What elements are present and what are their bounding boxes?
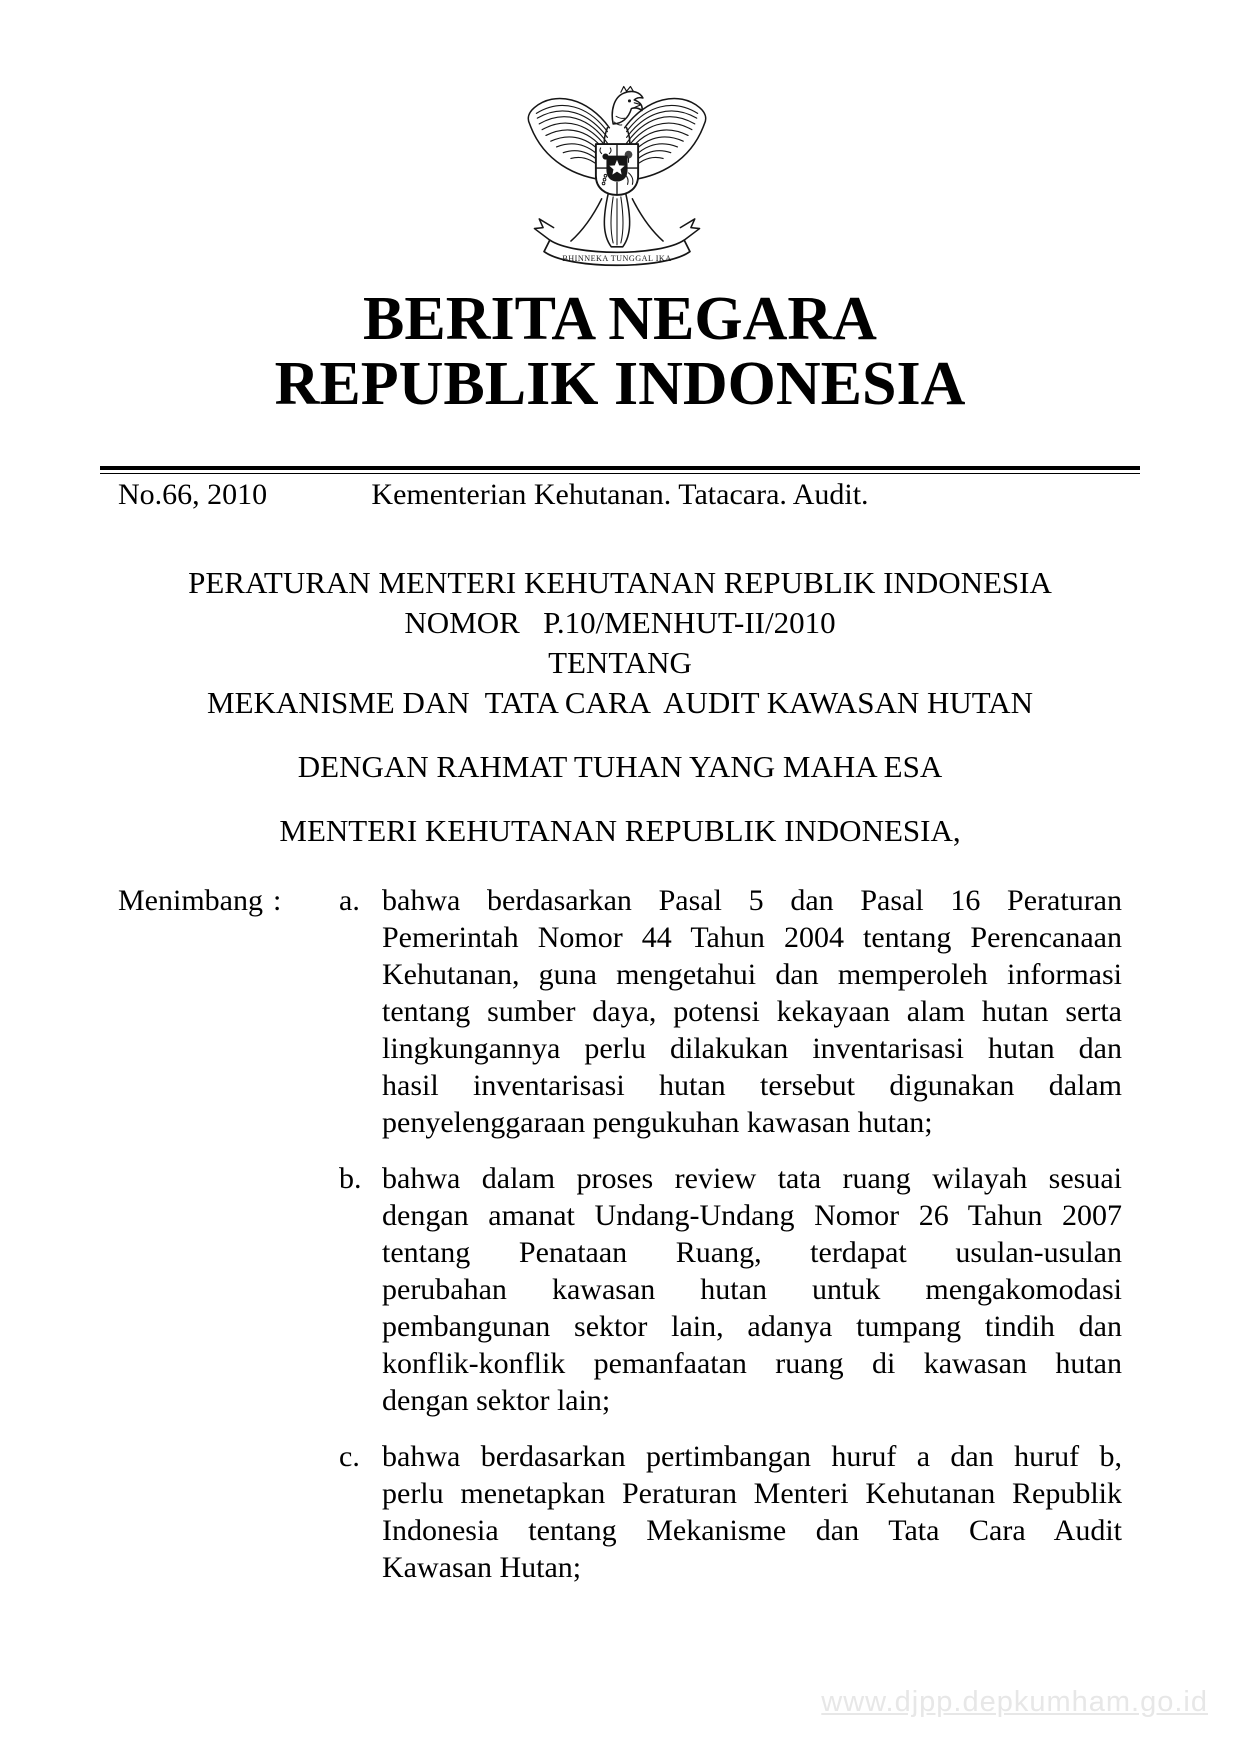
item-text: bahwa dalam proses review tata ruang wilayah sesuai dengan amanat Undang-Undang Nomor 26 Tahun 2007 tentang Penataan Ruang, terdapat usulan-usulan perubahan kawasan hutan untuk mengakomodasi pembangunan sektor lain, adanya tumpang tindih dan konflik-konflik pemanfaatan ruang di kawasan hutan dengan sektor lain; <box>382 1162 1122 1417</box>
eagle-tail-icon <box>604 193 629 247</box>
item-text: bahwa berdasarkan Pasal 5 dan Pasal 16 Peraturan Pemerintah Nomor 44 Tahun 2004 tentang Perencanaan Kehutanan, guna mengetahui dan memperoleh informasi tentang sumber daya, potensi kekayaan alam hutan serta lingkungannya perlu dilakukan inventarisasi hutan dan hasil inventarisasi hutan tersebut digunakan dalam penyelenggaraan pengukuhan kawasan hutan; <box>382 884 1122 1139</box>
masthead-title <box>0 287 1240 417</box>
regulation-tentang: TENTANG <box>548 645 692 680</box>
considerations-list <box>339 882 1122 1586</box>
watermark-url: www.djpp.depkumham.go.id <box>821 1686 1208 1718</box>
considerations-label: Menimbang <box>118 884 263 917</box>
regulation-subject-title: MEKANISME DAN TATA CARA AUDIT KAWASAN HUTAN <box>207 685 1033 720</box>
considerations-clause <box>118 882 1122 1586</box>
item-text: bahwa berdasarkan pertimbangan huruf a dan huruf b, perlu menetapkan Peraturan Menteri Kehutanan Republik Indonesia tentang Mekanisme dan Tata Cara Audit Kawasan Hutan; <box>382 1440 1122 1584</box>
masthead-title-line2: REPUBLIK INDONESIA <box>274 350 966 418</box>
regulation-number: NOMOR P.10/MENHUT-II/2010 <box>404 605 836 640</box>
consideration-item-b <box>339 1160 1122 1419</box>
considerations-colon: : <box>273 884 282 917</box>
emblem-motto-text: BHINNEKA TUNGGAL IKA <box>562 254 672 264</box>
issue-number: No.66, 2010 <box>118 478 268 511</box>
pancasila-shield-icon <box>596 144 638 195</box>
consideration-item-a <box>339 882 1122 1141</box>
masthead-title-line1: BERITA NEGARA <box>363 285 877 353</box>
invocation-line: DENGAN RAHMAT TUHAN YANG MAHA ESA <box>297 749 943 784</box>
authority-line: MENTERI KEHUTANAN REPUBLIK INDONESIA, <box>279 813 961 848</box>
consideration-item-c <box>339 1438 1122 1586</box>
masthead-divider-thin <box>100 473 1140 474</box>
item-marker: c. <box>339 1440 360 1473</box>
item-marker: a. <box>339 884 360 917</box>
item-marker: b. <box>339 1162 362 1195</box>
masthead-divider-thick <box>100 466 1140 470</box>
subject-line: Kementerian Kehutanan. Tatacara. Audit. <box>371 478 869 511</box>
regulation-title: PERATURAN MENTERI KEHUTANAN REPUBLIK INDONESIA <box>188 565 1052 600</box>
garuda-pancasila-emblem <box>521 83 713 281</box>
